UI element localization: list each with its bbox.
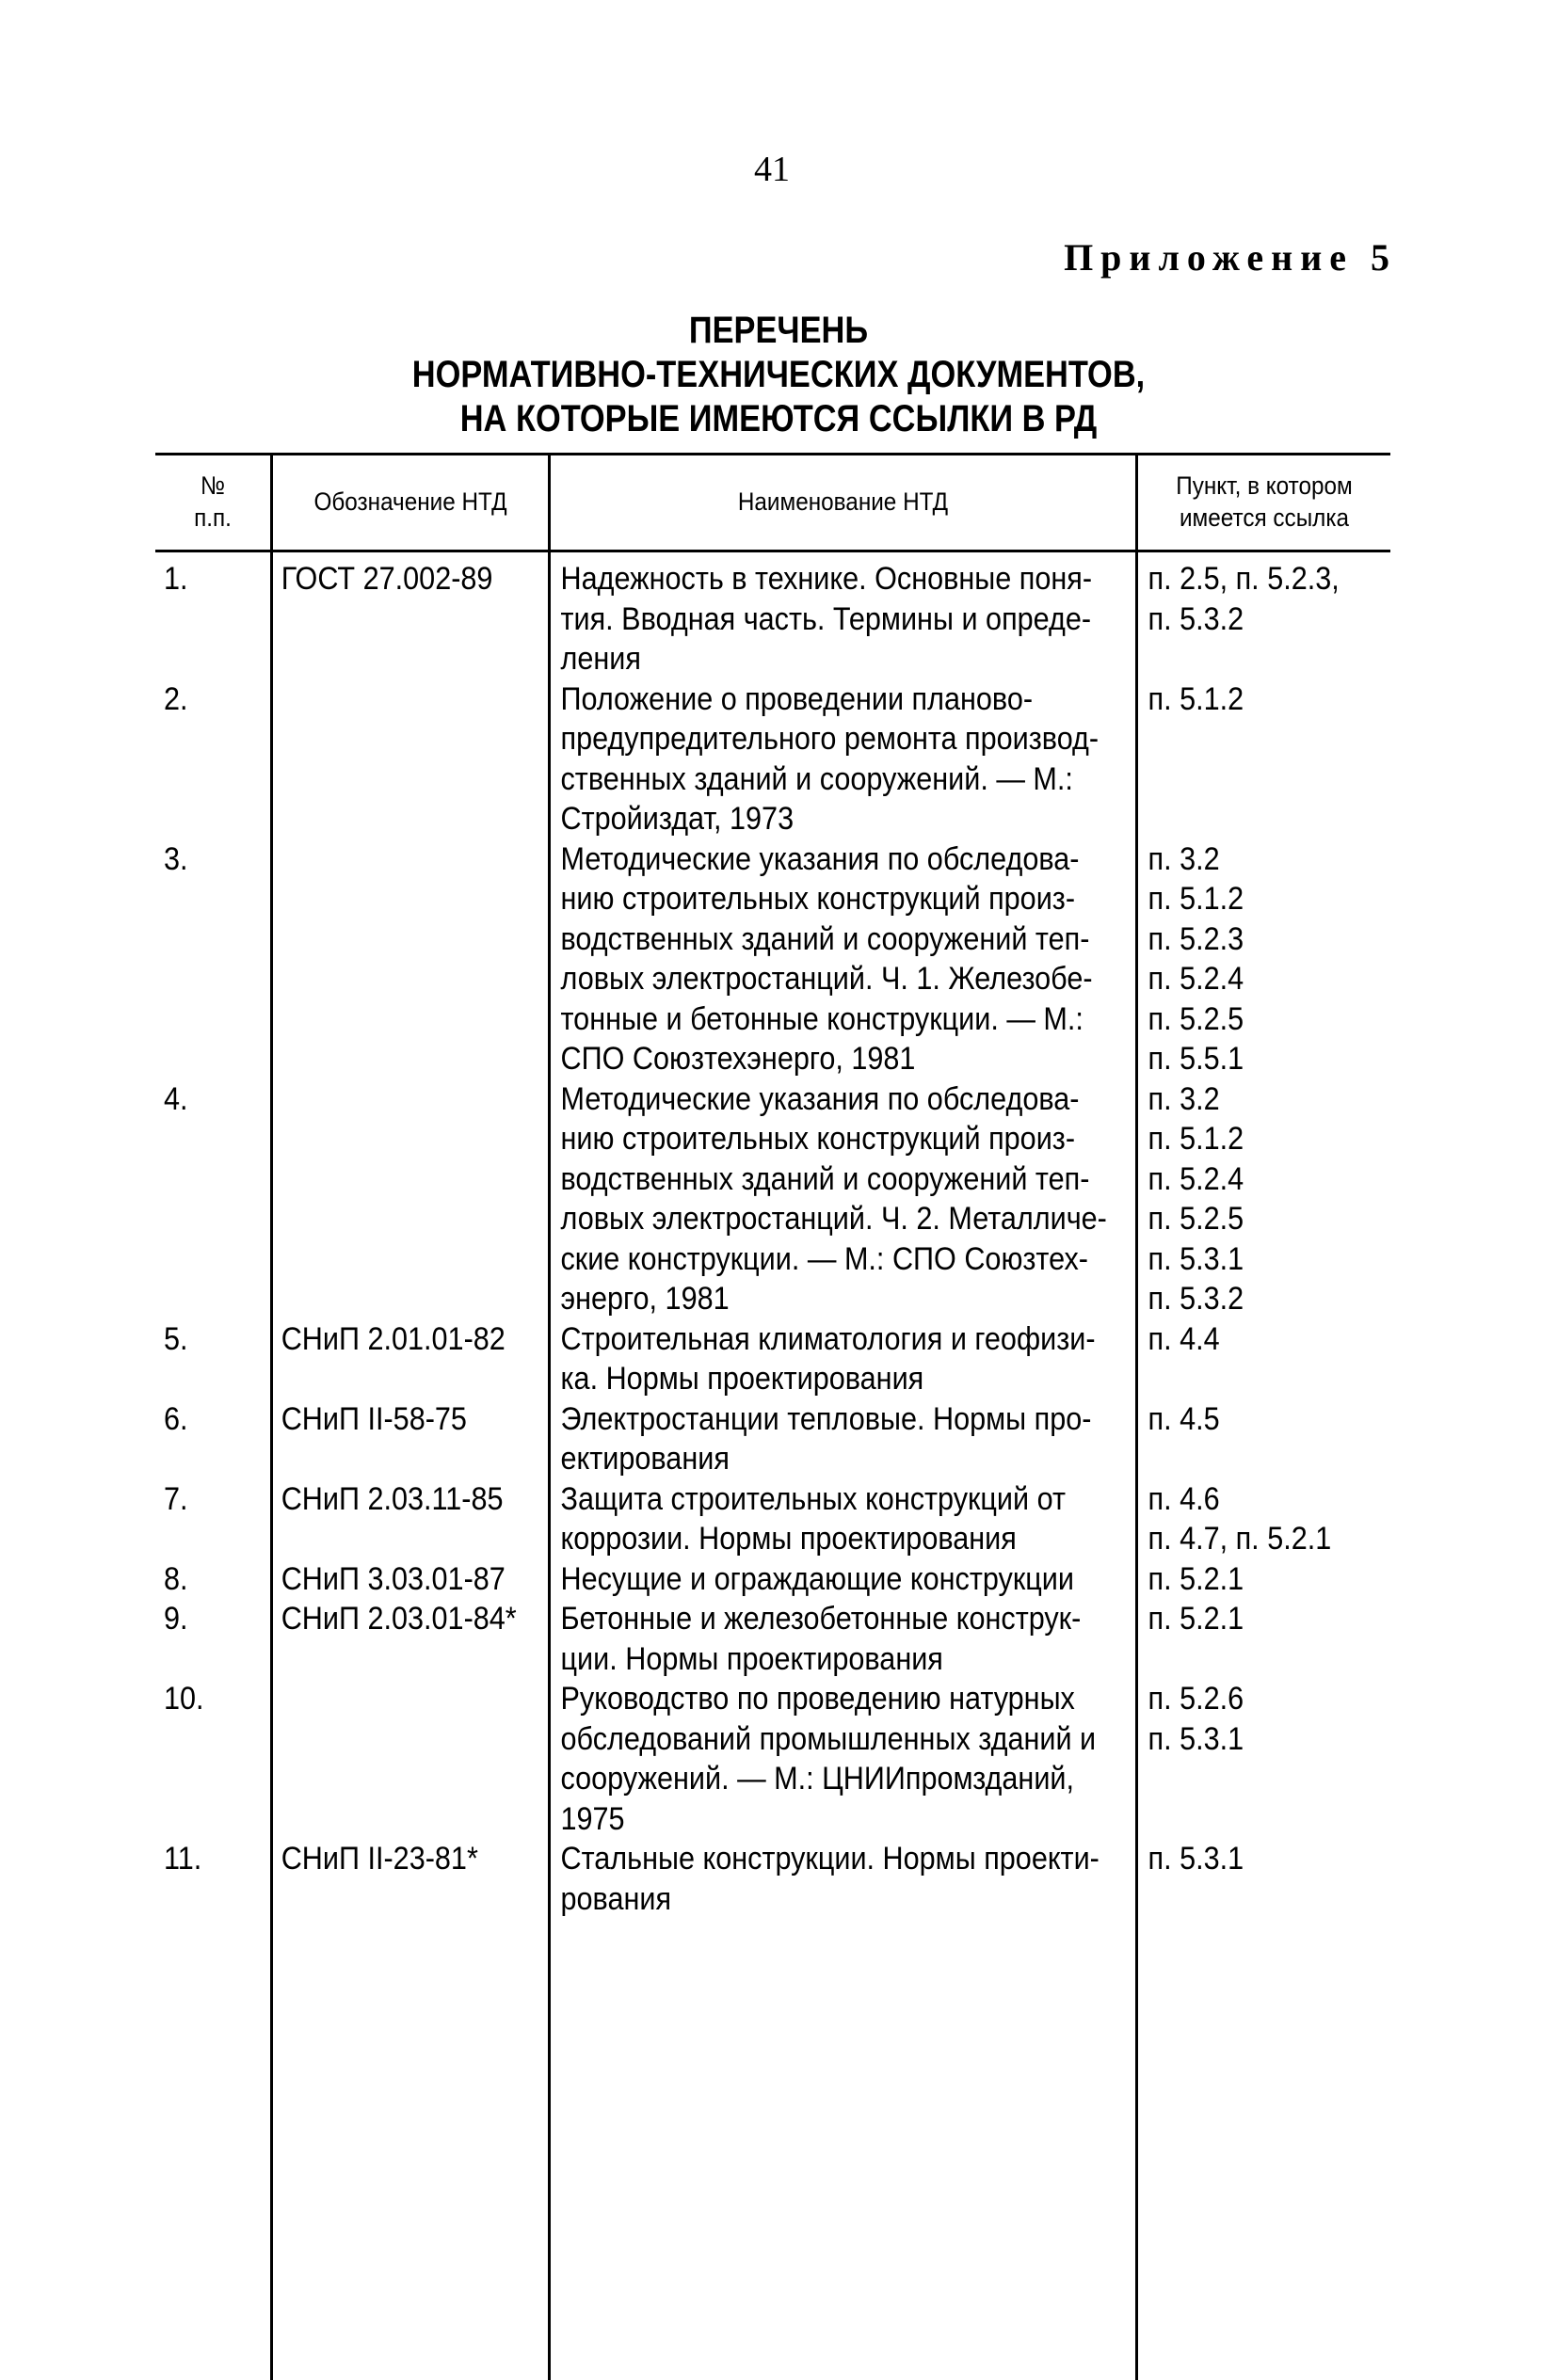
- row-name: Электростанции тепловые. Нормы про- ектирования: [560, 1400, 1092, 1477]
- row-number: 3.: [164, 840, 188, 877]
- row-code: СНиП 2.03.11-85: [281, 1480, 504, 1517]
- row-number: 4.: [164, 1080, 188, 1117]
- row-number: 11.: [164, 1841, 202, 1877]
- row-code: СНиП II-23-81*: [281, 1841, 478, 1877]
- row-name: Защита строительных конструкций от коррозии. Нормы проектирования: [560, 1480, 1066, 1557]
- table-row: [155, 1079, 1390, 1319]
- row-reference: п. 5.1.2: [1148, 680, 1244, 717]
- header-num: [161, 453, 265, 550]
- row-name: Стальные конструкции. Нормы проекти- рования: [560, 1841, 1100, 1917]
- row-name: Строительная климатология и геофизи- ка. Нормы проектирования: [560, 1320, 1096, 1397]
- row-reference: п. 4.4: [1148, 1320, 1220, 1357]
- table-row: [155, 839, 1390, 1079]
- document-title: [109, 309, 1448, 441]
- table-body: [155, 559, 1390, 1919]
- row-code: СНиП 2.01.01-82: [281, 1320, 506, 1357]
- table-row: [155, 1319, 1390, 1399]
- row-code: СНиП II-58-75: [281, 1400, 467, 1437]
- row-name: Методические указания по обследова- нию строительных конструкций произ- водственных зданий и сооружений теп- ловых электростанций. Ч. 2. Металличе- ские конструкции. — М.: СПО Союзтех- энерго, 1981: [560, 1080, 1107, 1317]
- row-reference: п. 3.2 п. 5.1.2 п. 5.2.3 п. 5.2.4 п. 5.2.5 п. 5.5.1: [1148, 840, 1244, 1077]
- table-row: [155, 1399, 1390, 1479]
- table-row: [155, 1679, 1390, 1839]
- row-name: Руководство по проведению натурных обследований промышленных зданий и сооружений. — М.: ЦНИИпромзданий, 1975: [560, 1681, 1097, 1837]
- appendix-label: Приложение 5: [1064, 236, 1397, 279]
- row-reference: п. 3.2 п. 5.1.2 п. 5.2.4 п. 5.2.5 п. 5.3.1 п. 5.3.2: [1148, 1080, 1244, 1317]
- row-reference: п. 4.5: [1148, 1400, 1220, 1437]
- table-row: [155, 1839, 1390, 1919]
- header-num-text: № п.п.: [194, 471, 232, 532]
- header-code: [287, 453, 535, 550]
- table-row: [155, 1559, 1390, 1600]
- row-code: СНиП 3.03.01-87: [281, 1560, 506, 1597]
- row-code: [270, 1079, 521, 1319]
- header-ref: [1150, 453, 1377, 550]
- row-code: [270, 1679, 521, 1839]
- table-row: [155, 1479, 1390, 1559]
- row-reference: п. 5.3.1: [1148, 1841, 1244, 1877]
- table-row: [155, 1599, 1390, 1679]
- row-number: 8.: [164, 1560, 188, 1597]
- page-number: 41: [754, 150, 790, 189]
- row-number: 10.: [164, 1681, 204, 1717]
- row-reference: п. 4.6 п. 4.7, п. 5.2.1: [1148, 1480, 1332, 1557]
- row-name: Несущие и ограждающие конструкции: [560, 1560, 1074, 1597]
- table-header-rule: [155, 550, 1390, 552]
- row-name: Бетонные и железобетонные конструк- ции. Нормы проектирования: [560, 1601, 1082, 1677]
- title-line-2: НОРМАТИВНО-ТЕХНИЧЕСКИХ ДОКУМЕНТОВ,: [411, 354, 1146, 395]
- row-number: 2.: [164, 680, 188, 717]
- title-line-1: ПЕРЕЧЕНЬ: [688, 310, 869, 351]
- table-row: [155, 559, 1390, 679]
- header-code-text: Обозначение НТД: [313, 487, 507, 516]
- row-name: Надежность в технике. Основные поня- тия. Вводная часть. Термины и опреде- ления: [560, 561, 1093, 677]
- title-line-3: НА КОТОРЫЕ ИМЕЮТСЯ ССЫЛКИ В РД: [459, 398, 1098, 439]
- row-reference: п. 5.2.1: [1148, 1560, 1244, 1597]
- row-number: 7.: [164, 1480, 188, 1517]
- row-name: Положение о проведении планово- предупредительного ремонта производ- ственных зданий и сооружений. — М.: Стройиздат, 1973: [560, 680, 1100, 837]
- header-name: [580, 453, 1106, 550]
- table-row: [155, 679, 1390, 839]
- row-number: 1.: [164, 561, 188, 597]
- header-ref-text: Пункт, в котором имеется ссылка: [1176, 471, 1353, 532]
- row-reference: п. 5.2.1: [1148, 1601, 1244, 1637]
- row-reference: п. 2.5, п. 5.2.3, п. 5.3.2: [1148, 561, 1340, 637]
- row-number: 9.: [164, 1601, 188, 1637]
- row-code: ГОСТ 27.002-89: [281, 561, 493, 597]
- row-reference: п. 5.2.6 п. 5.3.1: [1148, 1681, 1244, 1757]
- row-code: СНиП 2.03.01-84*: [281, 1601, 517, 1637]
- row-name: Методические указания по обследова- нию строительных конструкций произ- водственных зданий и сооружений теп- ловых электростанций. Ч. 1. Железобе- тонные и бетонные конструкции. — М.: СПО Союзтехэнерго, 1981: [560, 840, 1093, 1077]
- row-number: 6.: [164, 1400, 188, 1437]
- row-number: 5.: [164, 1320, 188, 1357]
- row-code: [270, 679, 521, 839]
- header-name-text: Наименование НТД: [737, 487, 949, 516]
- row-code: [270, 839, 521, 1079]
